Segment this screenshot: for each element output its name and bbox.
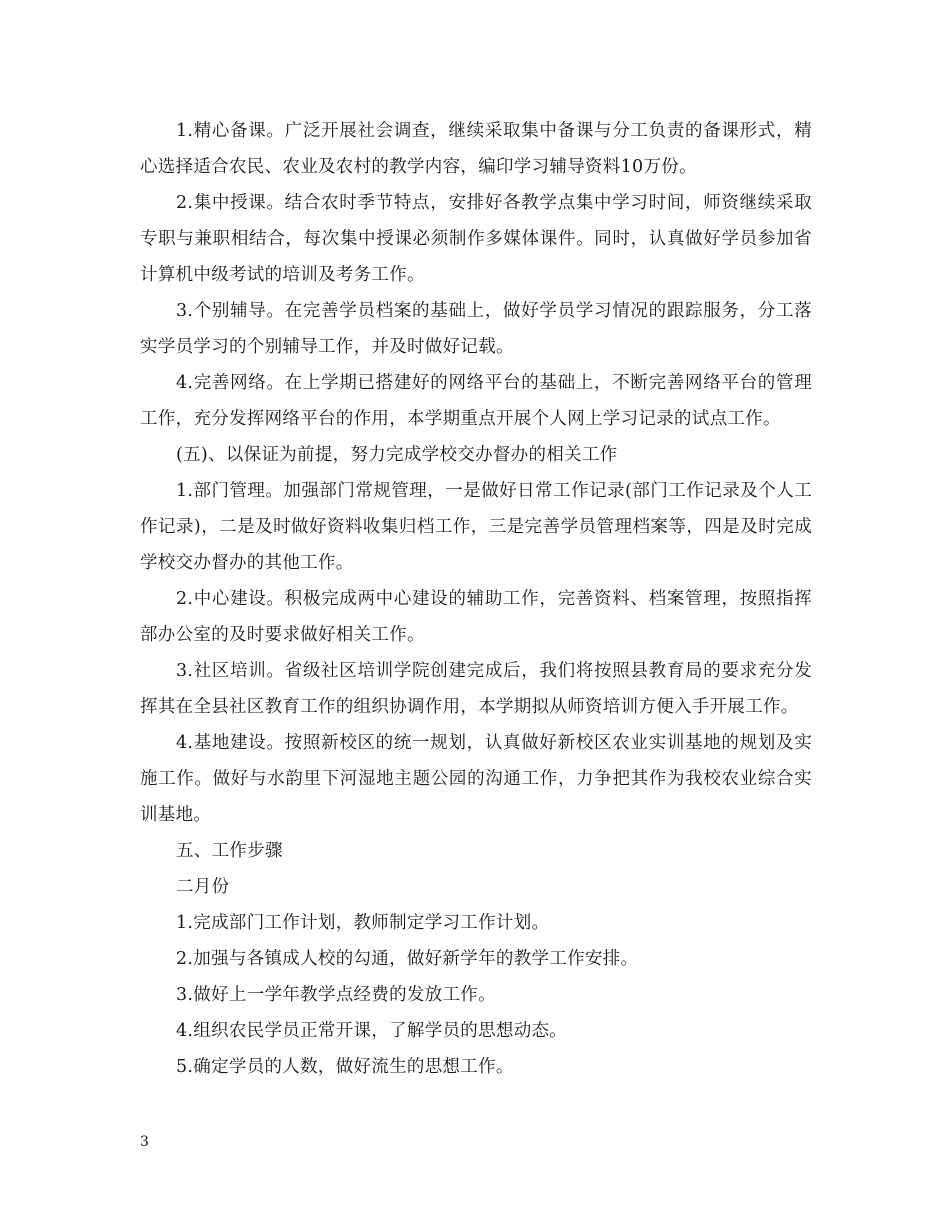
- paragraph-8: 3.社区培训。省级社区培训学院创建完成后，我们将按照县教育局的要求充分发挥其在全县社区教育工作的组织协调作用，本学期拟从师资培训方便入手开展工作。: [140, 661, 812, 717]
- page-number: 3: [140, 1134, 149, 1150]
- paragraph-4: 4.完善网络。在上学期已搭建好的网络平台的基础上，不断完善网络平台的管理工作，充分发挥网络平台的作用，本学期重点开展个人网上学习记录的试点工作。: [140, 373, 812, 429]
- list-item: 4.组织农民学员正常开课，了解学员的思想动态。: [176, 1021, 568, 1041]
- paragraph-2: 2.集中授课。结合农时季节特点，安排好各教学点集中学习时间，师资继续采取专职与兼职相结合，每次集中授课必须制作多媒体课件。同时，认真做好学员参加省计算机中级考试的培训及考务工作。: [140, 193, 812, 285]
- list-item: 3.做好上一学年教学点经费的发放工作。: [176, 985, 496, 1005]
- month-heading: 二月份: [176, 877, 230, 897]
- list-item: 5.确定学员的人数，做好流生的思想工作。: [176, 1057, 514, 1077]
- document-body: [140, 113, 812, 1085]
- paragraph-6: 1.部门管理。加强部门常规管理，一是做好日常工作记录(部门工作记录及个人工作记录)，二是及时做好资料收集归档工作，三是完善学员管理档案等，四是及时完成学校交办督办的其他工作。: [140, 481, 812, 573]
- list-item: 2.加强与各镇成人校的勾通，做好新学年的教学工作安排。: [176, 949, 639, 969]
- paragraph-1: 1.精心备课。广泛开展社会调查，继续采取集中备课与分工负责的备课形式，精心选择适合农民、农业及农村的教学内容，编印学习辅导资料10万份。: [140, 121, 812, 177]
- section-heading-work-steps: 五、工作步骤: [176, 841, 283, 861]
- list-item: 1.完成部门工作计划，教师制定学习工作计划。: [176, 913, 550, 933]
- section-heading-5: (五)、以保证为前提，努力完成学校交办督办的相关工作: [176, 445, 618, 465]
- paragraph-9: 4.基地建设。按照新校区的统一规划，认真做好新校区农业实训基地的规划及实施工作。做好与水韵里下河湿地主题公园的沟通工作，力争把其作为我校农业综合实训基地。: [140, 733, 812, 825]
- paragraph-7: 2.中心建设。积极完成两中心建设的辅助工作，完善资料、档案管理，按照指挥部办公室的及时要求做好相关工作。: [140, 589, 812, 645]
- paragraph-3: 3.个别辅导。在完善学员档案的基础上，做好学员学习情况的跟踪服务，分工落实学员学习的个别辅导工作，并及时做好记载。: [140, 301, 812, 357]
